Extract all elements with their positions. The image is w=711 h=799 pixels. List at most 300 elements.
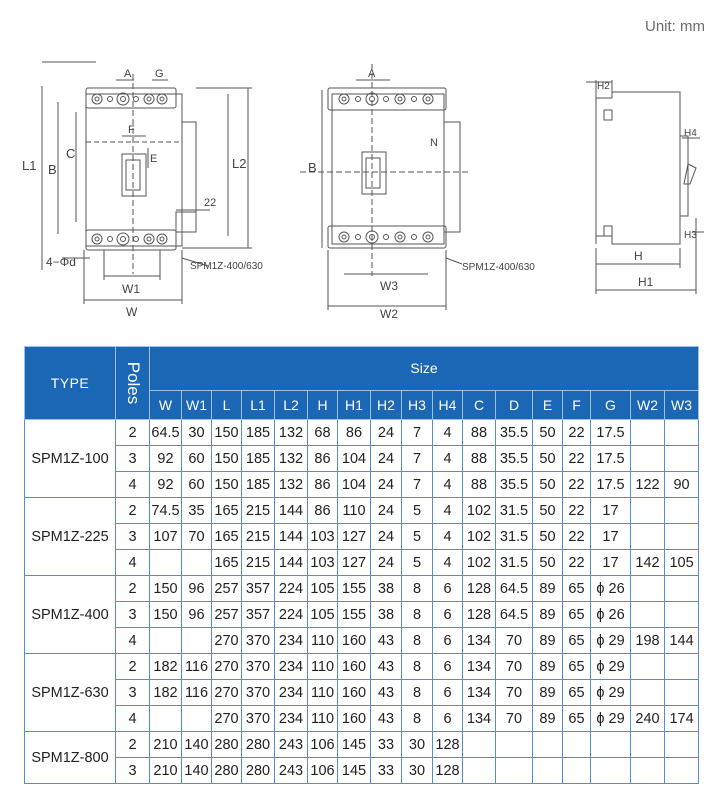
size-cell-g: 17.5 [591,472,631,498]
column-header-h1: H1 [338,390,371,419]
size-cell-w: 182 [150,654,182,680]
size-cell-w3 [665,680,699,706]
column-header-h4: H4 [433,390,463,419]
size-cell-h1: 155 [338,602,371,628]
poles-cell: 2 [116,732,150,758]
size-cell-e: 89 [533,576,563,602]
size-cell-w2 [631,420,665,446]
size-cell-l1: 370 [242,680,275,706]
size-cell-h2: 33 [371,758,402,784]
size-cell-h3: 7 [402,420,433,446]
size-cell-w1 [182,706,212,732]
size-cell-d: 35.5 [496,446,533,472]
size-cell-h4: 128 [433,758,463,784]
size-cell-l1: 370 [242,628,275,654]
size-cell-h: 106 [308,758,338,784]
dim-a-right: A [368,68,376,80]
size-cell-c: 134 [463,628,496,654]
size-cell-h2: 43 [371,680,402,706]
size-cell-l: 165 [212,498,242,524]
size-cell-f: 22 [563,472,591,498]
size-cell-l2: 132 [275,446,308,472]
poles-cell: 2 [116,420,150,446]
size-cell-g: ϕ 29 [591,680,631,706]
size-cell-c: 128 [463,602,496,628]
type-cell: SPM1Z-400 [25,576,116,654]
dim-w2: W2 [380,307,398,321]
size-cell-f: 22 [563,420,591,446]
size-cell-l1: 185 [242,472,275,498]
size-cell-w2 [631,680,665,706]
size-cell-h: 68 [308,420,338,446]
size-cell-h3: 5 [402,498,433,524]
size-cell-e: 50 [533,446,563,472]
size-cell-g: ϕ 26 [591,602,631,628]
size-cell-l: 150 [212,420,242,446]
size-cell-c: 102 [463,550,496,576]
size-cell-w2: 142 [631,550,665,576]
column-header-h: H [308,390,338,419]
size-cell-f: 65 [563,628,591,654]
size-cell-l: 270 [212,680,242,706]
size-cell-w3 [665,420,699,446]
size-cell-w1: 116 [182,654,212,680]
size-cell-w3 [665,576,699,602]
poles-header-label: Poles [123,361,143,405]
size-cell-h3: 7 [402,446,433,472]
size-cell-h1: 104 [338,472,371,498]
size-cell-w: 92 [150,446,182,472]
size-cell-h1: 160 [338,628,371,654]
size-cell-h3: 7 [402,472,433,498]
size-cell-l: 150 [212,472,242,498]
size-cell-h: 110 [308,628,338,654]
size-cell-h2: 24 [371,420,402,446]
size-cell-h: 105 [308,576,338,602]
size-cell-e [533,758,563,784]
size-cell-d: 70 [496,654,533,680]
dim-h: H [634,249,643,263]
technical-drawings [0,44,711,330]
size-cell-h3: 8 [402,628,433,654]
size-cell-w2: 198 [631,628,665,654]
size-cell-f: 65 [563,602,591,628]
size-cell-w1: 96 [182,602,212,628]
size-cell-f: 65 [563,576,591,602]
column-header-g: G [591,390,631,419]
size-cell-c: 102 [463,498,496,524]
size-cell-h2: 24 [371,550,402,576]
column-header-w3: W3 [665,390,699,419]
table-row [25,706,699,732]
column-header-w2: W2 [631,390,665,419]
size-cell-h: 105 [308,602,338,628]
column-header-f: F [563,390,591,419]
size-cell-f [563,732,591,758]
dim-phid: 4−Φd [46,255,76,269]
size-cell-w3 [665,654,699,680]
size-header: Size [150,347,699,391]
size-cell-l: 280 [212,758,242,784]
column-header-w1: W1 [182,390,212,419]
size-cell-l2: 243 [275,758,308,784]
size-cell-h2: 38 [371,576,402,602]
dim-w: W [126,305,138,319]
size-cell-w3 [665,732,699,758]
size-cell-l2: 132 [275,420,308,446]
table-row [25,758,699,784]
size-cell-h3: 8 [402,602,433,628]
size-cell-h: 86 [308,498,338,524]
table-row [25,732,699,758]
caption-left: SPM1Z-400/630 [190,261,263,272]
column-header-l: L [212,390,242,419]
size-cell-l2: 224 [275,576,308,602]
size-cell-h2: 24 [371,446,402,472]
dim-b-right: B [308,160,317,175]
type-cell: SPM1Z-225 [25,498,116,576]
size-cell-l: 165 [212,524,242,550]
size-cell-w1: 30 [182,420,212,446]
size-cell-w1 [182,550,212,576]
size-cell-h1: 145 [338,732,371,758]
table-row [25,498,699,524]
size-cell-l1: 370 [242,706,275,732]
size-cell-l2: 243 [275,732,308,758]
size-cell-w3 [665,524,699,550]
size-cell-h4: 4 [433,446,463,472]
size-cell-h3: 5 [402,550,433,576]
size-cell-d: 70 [496,628,533,654]
size-cell-d: 70 [496,680,533,706]
size-cell-h2: 43 [371,654,402,680]
size-cell-h: 110 [308,706,338,732]
table-row [25,550,699,576]
column-header-d: D [496,390,533,419]
size-cell-d: 64.5 [496,602,533,628]
size-cell-l1: 280 [242,758,275,784]
column-header-h3: H3 [402,390,433,419]
table-row [25,628,699,654]
size-cell-w: 74.5 [150,498,182,524]
size-cell-h1: 160 [338,680,371,706]
size-cell-w2: 240 [631,706,665,732]
size-cell-h4: 6 [433,602,463,628]
size-cell-d: 35.5 [496,472,533,498]
table-row [25,576,699,602]
size-cell-h1: 155 [338,576,371,602]
size-cell-f: 65 [563,680,591,706]
size-cell-h3: 8 [402,654,433,680]
poles-cell: 3 [116,680,150,706]
dim-w3: W3 [380,279,398,293]
size-cell-h1: 145 [338,758,371,784]
size-cell-d: 35.5 [496,420,533,446]
size-cell-w2 [631,498,665,524]
size-cell-e: 50 [533,472,563,498]
size-cell-d [496,732,533,758]
size-cell-c: 102 [463,524,496,550]
size-cell-g: ϕ 26 [591,576,631,602]
dim-l2: L2 [232,156,247,171]
size-cell-w1: 96 [182,576,212,602]
size-cell-h4: 4 [433,550,463,576]
size-cell-h3: 8 [402,576,433,602]
size-cell-h: 110 [308,654,338,680]
table-row [25,680,699,706]
size-cell-h2: 24 [371,472,402,498]
size-cell-l1: 280 [242,732,275,758]
size-cell-f: 65 [563,654,591,680]
dim-h3: H3 [684,230,697,241]
size-cell-e: 50 [533,498,563,524]
size-cell-w2 [631,576,665,602]
size-cell-l: 270 [212,706,242,732]
size-cell-c: 128 [463,576,496,602]
size-cell-h4: 6 [433,654,463,680]
size-cell-w1: 35 [182,498,212,524]
column-header-l1: L1 [242,390,275,419]
size-cell-l2: 144 [275,498,308,524]
size-cell-h4: 6 [433,680,463,706]
size-cell-h: 103 [308,550,338,576]
size-cell-d: 64.5 [496,576,533,602]
size-cell-f: 22 [563,498,591,524]
size-cell-h2: 24 [371,524,402,550]
size-cell-h: 110 [308,680,338,706]
size-cell-g: 17 [591,550,631,576]
size-cell-w3 [665,758,699,784]
size-cell-e: 89 [533,706,563,732]
dim-e: E [150,153,158,165]
size-cell-w [150,628,182,654]
dim-h1: H1 [638,275,654,289]
front-view-right [300,64,470,310]
column-header-h2: H2 [371,390,402,419]
size-cell-h1: 160 [338,654,371,680]
size-cell-e: 50 [533,420,563,446]
poles-cell: 2 [116,576,150,602]
size-cell-e: 50 [533,524,563,550]
size-cell-l2: 234 [275,706,308,732]
size-cell-h3: 5 [402,524,433,550]
size-cell-f: 22 [563,524,591,550]
dim-f: F [128,124,135,136]
size-cell-h1: 160 [338,706,371,732]
size-cell-h4: 4 [433,524,463,550]
dim-g: G [155,68,164,80]
size-cell-w [150,550,182,576]
side-view [586,80,704,294]
dim-c: C [66,146,76,161]
size-cell-e [533,732,563,758]
size-cell-w3 [665,498,699,524]
size-cell-w: 107 [150,524,182,550]
size-cell-w1: 140 [182,758,212,784]
size-cell-h: 103 [308,524,338,550]
size-cell-w1: 140 [182,732,212,758]
size-cell-g: 17 [591,498,631,524]
size-cell-w3: 174 [665,706,699,732]
type-cell: SPM1Z-800 [25,732,116,784]
size-cell-h3: 30 [402,732,433,758]
size-cell-e: 50 [533,550,563,576]
size-cell-c [463,732,496,758]
size-cell-e: 89 [533,680,563,706]
size-cell-w1: 60 [182,446,212,472]
size-cell-d [496,758,533,784]
poles-cell: 4 [116,706,150,732]
size-cell-w3 [665,446,699,472]
size-cell-w3 [665,602,699,628]
poles-cell: 4 [116,472,150,498]
size-cell-l2: 224 [275,602,308,628]
size-cell-h1: 110 [338,498,371,524]
size-cell-w1 [182,628,212,654]
poles-cell: 3 [116,602,150,628]
size-cell-f [563,758,591,784]
size-cell-h1: 127 [338,524,371,550]
size-cell-c: 134 [463,654,496,680]
dim-l1: L1 [22,158,37,173]
size-cell-h4: 4 [433,472,463,498]
table-row [25,472,699,498]
size-cell-d: 31.5 [496,498,533,524]
size-cell-h2: 38 [371,602,402,628]
poles-cell: 4 [116,628,150,654]
size-cell-h2: 24 [371,498,402,524]
size-cell-l: 150 [212,446,242,472]
size-cell-w: 150 [150,576,182,602]
size-cell-h4: 6 [433,628,463,654]
column-header-c: C [463,390,496,419]
table-row [25,654,699,680]
dim-n: N [430,137,438,149]
size-cell-h3: 8 [402,706,433,732]
size-cell-w1: 116 [182,680,212,706]
size-cell-g: ϕ 29 [591,706,631,732]
dim-b-left: B [48,162,57,177]
size-cell-g: 17.5 [591,420,631,446]
size-cell-l: 165 [212,550,242,576]
size-cell-l1: 185 [242,420,275,446]
size-cell-f: 22 [563,550,591,576]
size-cell-l1: 370 [242,654,275,680]
size-cell-l1: 185 [242,446,275,472]
size-cell-w3: 90 [665,472,699,498]
type-cell: SPM1Z-630 [25,654,116,732]
poles-cell: 2 [116,654,150,680]
size-cell-l2: 234 [275,654,308,680]
column-header-w: W [150,390,182,419]
size-cell-w: 150 [150,602,182,628]
poles-cell: 3 [116,758,150,784]
size-cell-d: 31.5 [496,524,533,550]
caption-right: SPM1Z-400/630 [462,262,535,273]
size-cell-h3: 30 [402,758,433,784]
size-cell-w3: 144 [665,628,699,654]
size-cell-w1: 60 [182,472,212,498]
size-cell-f: 22 [563,446,591,472]
size-cell-h2: 43 [371,628,402,654]
poles-cell: 4 [116,550,150,576]
size-cell-w [150,706,182,732]
size-cell-l2: 234 [275,628,308,654]
table-row [25,602,699,628]
size-cell-l2: 144 [275,550,308,576]
size-cell-w2 [631,758,665,784]
size-cell-h2: 33 [371,732,402,758]
table-row [25,524,699,550]
poles-cell: 3 [116,524,150,550]
size-cell-h4: 6 [433,706,463,732]
spec-table [24,346,699,784]
dim-w1: W1 [122,282,140,296]
size-cell-f: 65 [563,706,591,732]
size-cell-l: 270 [212,654,242,680]
size-cell-l1: 215 [242,524,275,550]
size-cell-w2 [631,602,665,628]
size-cell-h4: 128 [433,732,463,758]
size-cell-l1: 215 [242,498,275,524]
size-cell-l2: 132 [275,472,308,498]
size-cell-w2 [631,732,665,758]
size-cell-d: 70 [496,706,533,732]
size-cell-e: 89 [533,654,563,680]
size-cell-l: 257 [212,602,242,628]
size-cell-l: 257 [212,576,242,602]
size-cell-c: 134 [463,706,496,732]
size-cell-w3: 105 [665,550,699,576]
size-cell-c: 88 [463,472,496,498]
size-cell-h3: 8 [402,680,433,706]
poles-cell: 2 [116,498,150,524]
size-cell-h4: 6 [433,576,463,602]
size-cell-g: ϕ 29 [591,654,631,680]
size-cell-h4: 4 [433,420,463,446]
size-cell-g: 17 [591,524,631,550]
size-cell-g: ϕ 29 [591,628,631,654]
size-cell-w: 182 [150,680,182,706]
size-cell-h: 106 [308,732,338,758]
table-row [25,420,699,446]
size-cell-w2 [631,446,665,472]
table-row [25,446,699,472]
column-header-l2: L2 [275,390,308,419]
type-cell: SPM1Z-100 [25,420,116,498]
size-cell-l: 270 [212,628,242,654]
size-cell-c: 134 [463,680,496,706]
dim-22: 22 [204,197,217,209]
size-cell-e: 89 [533,628,563,654]
size-cell-w1: 70 [182,524,212,550]
size-cell-d: 31.5 [496,550,533,576]
size-cell-h1: 86 [338,420,371,446]
size-cell-g [591,758,631,784]
poles-header [116,347,150,420]
size-cell-w: 210 [150,758,182,784]
size-cell-w: 92 [150,472,182,498]
column-header-e: E [533,390,563,419]
size-cell-e: 89 [533,602,563,628]
size-cell-w2 [631,524,665,550]
size-cell-g: 17.5 [591,446,631,472]
table-body [25,420,699,784]
dim-h4: H4 [684,128,697,139]
size-cell-g [591,732,631,758]
size-cell-w2: 122 [631,472,665,498]
size-cell-l2: 234 [275,680,308,706]
